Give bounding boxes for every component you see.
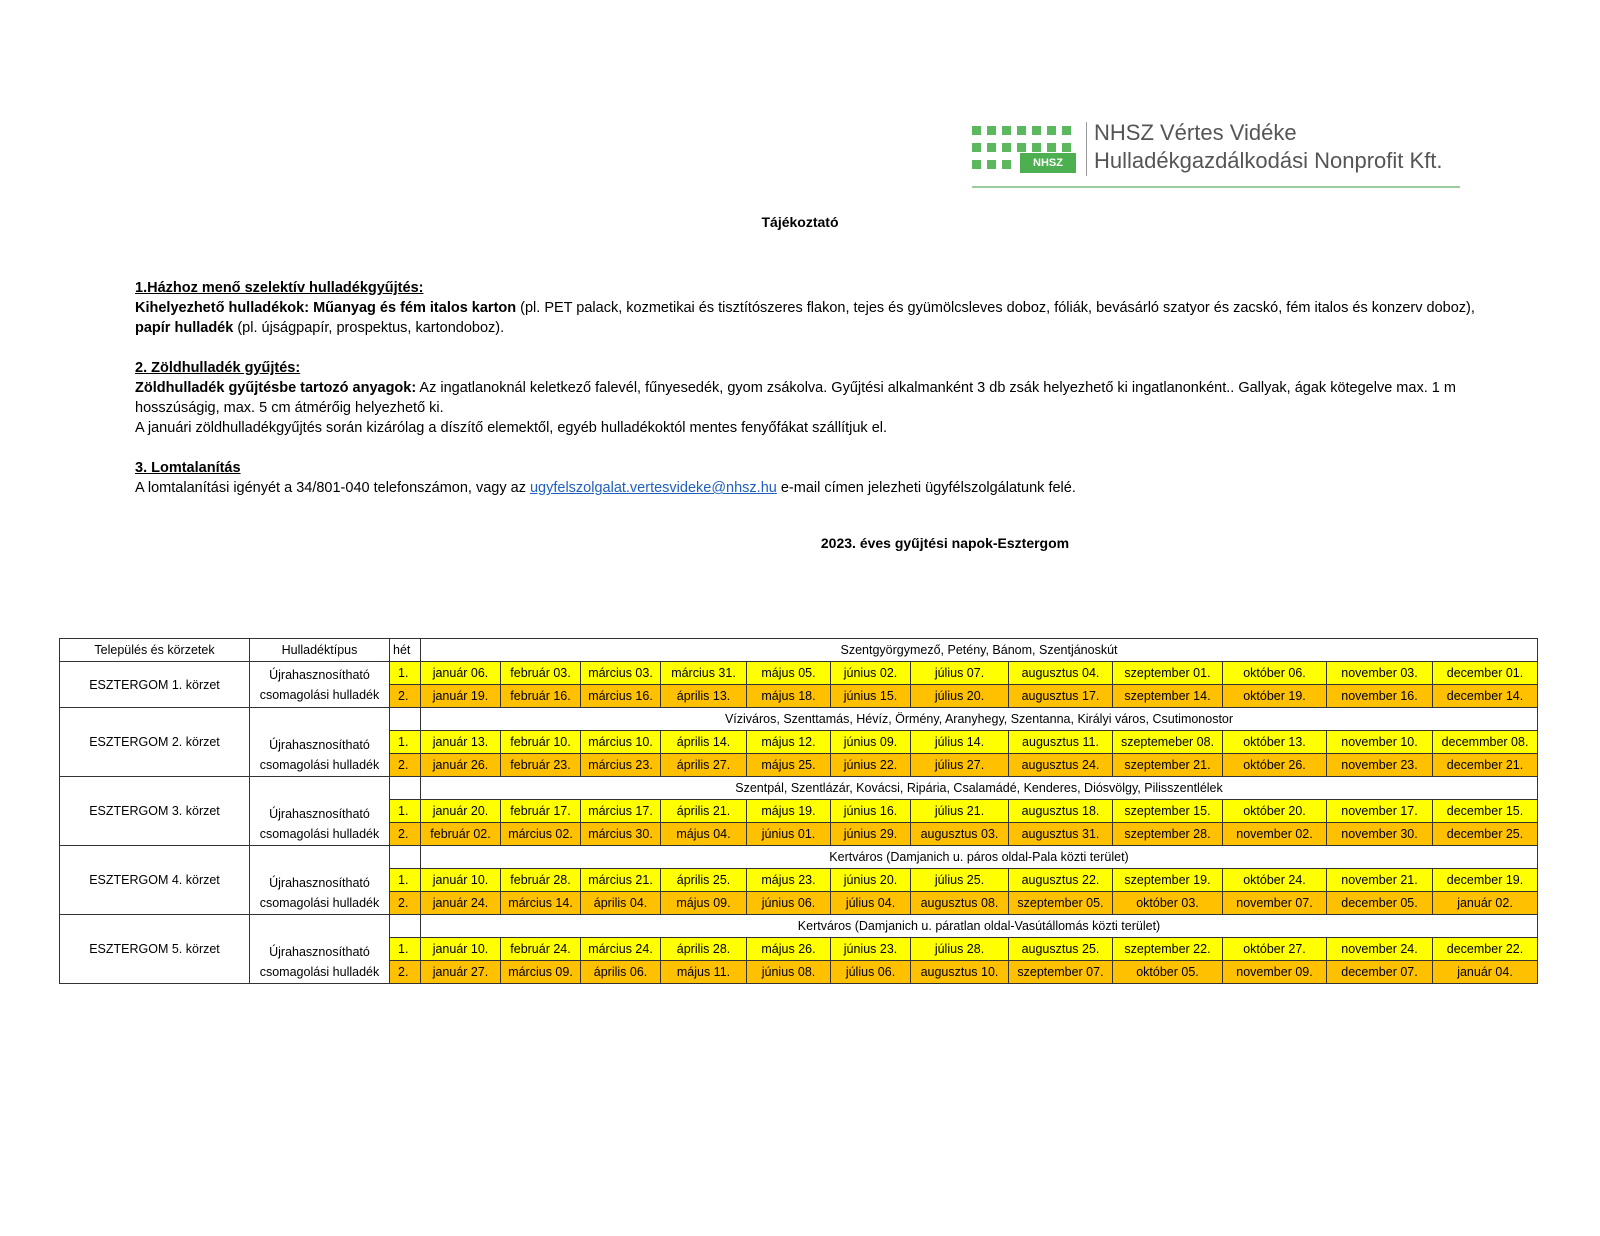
logo-dot — [987, 126, 996, 135]
collection-date: március 09. — [501, 961, 581, 984]
collection-date: június 22. — [831, 754, 911, 777]
body-text: (pl. PET palack, kozmetikai és tisztítószeres flakon, tejes és gyümölcsleves doboz, fóliák, bevásárló szatyor és zacskó, fém italos és konzerv doboz), — [516, 300, 1475, 316]
collection-date: március 10. — [581, 731, 661, 754]
collection-date: január 10. — [421, 869, 501, 892]
collection-date: július 27. — [911, 754, 1009, 777]
collection-date: augusztus 08. — [911, 892, 1009, 915]
collection-date: július 20. — [911, 685, 1009, 708]
collection-date: február 16. — [501, 685, 581, 708]
waste-type — [250, 915, 390, 984]
collection-date: június 02. — [831, 662, 911, 685]
collection-date: április 21. — [661, 800, 747, 823]
logo-dot — [972, 143, 981, 152]
collection-date: július 04. — [831, 892, 911, 915]
collection-date: június 23. — [831, 938, 911, 961]
header-waste-type: Hulladéktípus — [250, 639, 390, 662]
area-row — [60, 708, 1538, 731]
table-header-row — [60, 639, 1538, 662]
collection-date: január 24. — [421, 892, 501, 915]
collection-date: december 05. — [1327, 892, 1433, 915]
logo-badge: NHSZ — [1020, 153, 1076, 173]
page-title: Tájékoztató — [761, 214, 839, 230]
collection-date: november 03. — [1327, 662, 1433, 685]
logo-dot — [1062, 143, 1071, 152]
collection-date: március 02. — [501, 823, 581, 846]
collection-date: augusztus 31. — [1009, 823, 1113, 846]
collection-date: december 15. — [1433, 800, 1538, 823]
collection-date: december 25. — [1433, 823, 1538, 846]
area-names: Kertváros (Damjanich u. páratlan oldal-Vasútállomás közti terület) — [421, 915, 1538, 938]
collection-date: október 24. — [1223, 869, 1327, 892]
collection-date: június 29. — [831, 823, 911, 846]
collection-date: október 19. — [1223, 685, 1327, 708]
header-district: Település és körzetek — [60, 639, 250, 662]
collection-date: március 30. — [581, 823, 661, 846]
section-body-note: A januári zöldhulladékgyűjtés során kizárólag a díszítő elemektől, egyéb hulladékoktól mentes fenyőfákat szállítjuk el. — [135, 420, 888, 436]
district-name: ESZTERGOM 5. körzet — [60, 915, 250, 984]
collection-date: október 26. — [1223, 754, 1327, 777]
week-blank — [390, 915, 421, 938]
week-blank — [390, 708, 421, 731]
logo-dot — [1047, 126, 1056, 135]
week-blank — [390, 846, 421, 869]
collection-date: decemmber 08. — [1433, 731, 1538, 754]
logo-company-name: NHSZ Vértes Vidéke — [1094, 120, 1297, 145]
collection-schedule-table — [59, 638, 1538, 984]
collection-date: június 08. — [747, 961, 831, 984]
area-row — [60, 777, 1538, 800]
collection-date: augusztus 04. — [1009, 662, 1113, 685]
collection-date: szeptember 14. — [1113, 685, 1223, 708]
waste-type-line2: csomagolási hulladék — [259, 827, 380, 841]
collection-date: július 14. — [911, 731, 1009, 754]
collection-date: szeptember 21. — [1113, 754, 1223, 777]
collection-date: november 10. — [1327, 731, 1433, 754]
week-blank — [390, 777, 421, 800]
collection-date: július 07. — [911, 662, 1009, 685]
body-text: e-mail címen jelezheti ügyfélszolgálatunk felé. — [776, 480, 1076, 496]
collection-date: november 16. — [1327, 685, 1433, 708]
week-number: 1. — [390, 731, 421, 754]
logo-company-subtitle: Hulladékgazdálkodási Nonprofit Kft. — [1094, 148, 1443, 173]
waste-type-line1: Újrahasznosítható — [269, 807, 370, 821]
logo-dot — [1002, 160, 1011, 169]
collection-date: június 15. — [831, 685, 911, 708]
collection-date: október 20. — [1223, 800, 1327, 823]
collection-date: október 03. — [1113, 892, 1223, 915]
table-row — [60, 662, 1538, 685]
collection-date: február 23. — [501, 754, 581, 777]
logo-dot — [1062, 126, 1071, 135]
week-number: 2. — [390, 823, 421, 846]
collection-date: április 28. — [661, 938, 747, 961]
collection-date: május 26. — [747, 938, 831, 961]
collection-date: május 25. — [747, 754, 831, 777]
logo-dot — [1047, 143, 1056, 152]
week-number: 2. — [390, 754, 421, 777]
logo-dot — [1032, 143, 1041, 152]
collection-date: június 01. — [747, 823, 831, 846]
collection-date: szeptember 15. — [1113, 800, 1223, 823]
collection-date: november 23. — [1327, 754, 1433, 777]
collection-date: január 02. — [1433, 892, 1538, 915]
collection-date: április 14. — [661, 731, 747, 754]
collection-date: június 09. — [831, 731, 911, 754]
collection-date: december 01. — [1433, 662, 1538, 685]
collection-date: október 06. — [1223, 662, 1327, 685]
logo-underline — [972, 186, 1460, 188]
area-names: Kertváros (Damjanich u. páros oldal-Pala közti terület) — [421, 846, 1538, 869]
collection-date: február 02. — [421, 823, 501, 846]
waste-type-line2: csomagolási hulladék — [259, 965, 380, 979]
bold-text: Kihelyezhető hulladékok: Műanyag és fém italos karton — [135, 300, 517, 316]
collection-date: február 03. — [501, 662, 581, 685]
collection-date: március 03. — [581, 662, 661, 685]
week-number: 1. — [390, 938, 421, 961]
section-heading: 2. Zöldhulladék gyűjtés: — [135, 360, 301, 376]
collection-date: február 17. — [501, 800, 581, 823]
collection-date: április 06. — [581, 961, 661, 984]
collection-date: március 14. — [501, 892, 581, 915]
collection-date: november 30. — [1327, 823, 1433, 846]
collection-date: december 21. — [1433, 754, 1538, 777]
logo-dot — [972, 126, 981, 135]
collection-date: január 27. — [421, 961, 501, 984]
waste-type — [250, 777, 390, 846]
waste-type — [250, 662, 390, 708]
collection-date: április 25. — [661, 869, 747, 892]
collection-date: november 17. — [1327, 800, 1433, 823]
collection-date: március 24. — [581, 938, 661, 961]
collection-date: december 07. — [1327, 961, 1433, 984]
collection-date: január 06. — [421, 662, 501, 685]
section-body — [135, 378, 1475, 418]
collection-date: július 06. — [831, 961, 911, 984]
collection-date: november 09. — [1223, 961, 1327, 984]
collection-date: augusztus 18. — [1009, 800, 1113, 823]
collection-date: június 06. — [747, 892, 831, 915]
waste-type-line1: Újrahasznosítható — [269, 945, 370, 959]
collection-date: december 19. — [1433, 869, 1538, 892]
collection-date: február 10. — [501, 731, 581, 754]
district-name: ESZTERGOM 1. körzet — [60, 662, 250, 708]
week-number: 2. — [390, 961, 421, 984]
collection-date: november 24. — [1327, 938, 1433, 961]
section-heading: 3. Lomtalanítás — [135, 460, 241, 476]
collection-date: október 13. — [1223, 731, 1327, 754]
collection-date: január 19. — [421, 685, 501, 708]
collection-date: május 05. — [747, 662, 831, 685]
collection-date: január 10. — [421, 938, 501, 961]
email-link[interactable]: ugyfelszolgalat.vertesvideke@nhsz.hu — [529, 480, 777, 496]
collection-date: április 27. — [661, 754, 747, 777]
collection-date: szeptember 28. — [1113, 823, 1223, 846]
collection-date: március 23. — [581, 754, 661, 777]
area-row — [60, 915, 1538, 938]
week-number: 2. — [390, 685, 421, 708]
week-number: 1. — [390, 800, 421, 823]
logo-dot — [1017, 126, 1026, 135]
collection-date: április 04. — [581, 892, 661, 915]
area-names: Víziváros, Szenttamás, Hévíz, Örmény, Aranyhegy, Szentanna, Királyi város, Csutimonostor — [421, 708, 1538, 731]
body-text: (pl. újságpapír, prospektus, kartondoboz). — [233, 320, 505, 336]
collection-date: július 25. — [911, 869, 1009, 892]
week-number: 2. — [390, 892, 421, 915]
waste-type-line2: csomagolási hulladék — [259, 687, 380, 702]
district-name: ESZTERGOM 3. körzet — [60, 777, 250, 846]
waste-type — [250, 708, 390, 777]
logo-dot — [987, 143, 996, 152]
collection-date: január 20. — [421, 800, 501, 823]
section-green-waste — [135, 358, 1475, 438]
area-names: Szentpál, Szentlázár, Kovácsi, Ripária, Csalamádé, Kenderes, Diósvölgy, Pilisszentlélek — [421, 777, 1538, 800]
waste-type — [250, 846, 390, 915]
logo-dot — [987, 160, 996, 169]
collection-date: január 13. — [421, 731, 501, 754]
schedule-title: 2023. éves gyűjtési napok-Esztergom — [820, 535, 1070, 551]
district-name: ESZTERGOM 4. körzet — [60, 846, 250, 915]
collection-date: március 17. — [581, 800, 661, 823]
collection-date: október 27. — [1223, 938, 1327, 961]
bold-text: Zöldhulladék gyűjtésbe tartozó anyagok: — [135, 380, 417, 396]
section-body — [135, 478, 1475, 498]
collection-date: október 05. — [1113, 961, 1223, 984]
body-text: A lomtalanítási igényét a 34/801-040 telefonszámon, vagy az — [135, 480, 530, 496]
collection-date: március 16. — [581, 685, 661, 708]
collection-date: március 31. — [661, 662, 747, 685]
company-logo — [972, 120, 1462, 192]
section-heading: 1.Házhoz menő szelektív hulladékgyűjtés: — [135, 280, 424, 296]
collection-date: július 28. — [911, 938, 1009, 961]
collection-date: augusztus 24. — [1009, 754, 1113, 777]
logo-dot — [1002, 126, 1011, 135]
collection-date: szeptember 07. — [1009, 961, 1113, 984]
body-text: Az ingatlanoknál keletkező falevél, fűnyesedék, gyom zsákolva. Gyűjtési alkalmanként 3 db zsák helyezhető ki ingatlanonként.. Gallyak, ágak kötegelve max. 1 m hosszúságig, max. 5 cm átmérőig helyezhető ki. — [135, 380, 1456, 416]
collection-date: november 02. — [1223, 823, 1327, 846]
collection-date: augusztus 17. — [1009, 685, 1113, 708]
collection-date: augusztus 11. — [1009, 731, 1113, 754]
district-name: ESZTERGOM 2. körzet — [60, 708, 250, 777]
waste-type-line1: Újrahasznosítható — [269, 738, 370, 752]
collection-date: szeptember 19. — [1113, 869, 1223, 892]
collection-date: június 16. — [831, 800, 911, 823]
collection-date: február 24. — [501, 938, 581, 961]
week-number: 1. — [390, 662, 421, 685]
collection-date: január 26. — [421, 754, 501, 777]
collection-date: május 11. — [661, 961, 747, 984]
waste-type-line2: csomagolási hulladék — [259, 896, 380, 910]
waste-type-line1: Újrahasznosítható — [269, 667, 370, 682]
logo-divider — [1086, 122, 1087, 176]
collection-date: február 28. — [501, 869, 581, 892]
collection-date: június 20. — [831, 869, 911, 892]
collection-date: november 07. — [1223, 892, 1327, 915]
collection-date: május 04. — [661, 823, 747, 846]
collection-date: augusztus 10. — [911, 961, 1009, 984]
collection-date: április 13. — [661, 685, 747, 708]
collection-date: január 04. — [1433, 961, 1538, 984]
logo-dot — [1032, 126, 1041, 135]
section-selective-collection — [135, 278, 1475, 338]
week-number: 1. — [390, 869, 421, 892]
header-week: hét — [390, 639, 421, 662]
area-row — [60, 846, 1538, 869]
collection-date: szeptember 05. — [1009, 892, 1113, 915]
collection-date: szeptember 22. — [1113, 938, 1223, 961]
waste-type-line2: csomagolási hulladék — [259, 758, 380, 772]
collection-date: május 23. — [747, 869, 831, 892]
collection-date: március 21. — [581, 869, 661, 892]
collection-date: november 21. — [1327, 869, 1433, 892]
collection-date: május 09. — [661, 892, 747, 915]
collection-date: május 18. — [747, 685, 831, 708]
section-bulky-waste — [135, 458, 1475, 498]
collection-date: december 22. — [1433, 938, 1538, 961]
area-names: Szentgyörgymező, Petény, Bánom, Szentjánoskút — [421, 639, 1538, 662]
collection-date: augusztus 25. — [1009, 938, 1113, 961]
bold-text: papír hulladék — [135, 320, 234, 336]
collection-date: július 21. — [911, 800, 1009, 823]
collection-date: december 14. — [1433, 685, 1538, 708]
waste-type-line1: Újrahasznosítható — [269, 876, 370, 890]
section-body — [135, 298, 1475, 338]
logo-dot — [972, 160, 981, 169]
logo-dot — [1017, 143, 1026, 152]
collection-date: május 12. — [747, 731, 831, 754]
logo-dot — [1002, 143, 1011, 152]
collection-date: szeptemeber 08. — [1113, 731, 1223, 754]
collection-date: augusztus 22. — [1009, 869, 1113, 892]
collection-date: szeptember 01. — [1113, 662, 1223, 685]
collection-date: május 19. — [747, 800, 831, 823]
collection-date: augusztus 03. — [911, 823, 1009, 846]
